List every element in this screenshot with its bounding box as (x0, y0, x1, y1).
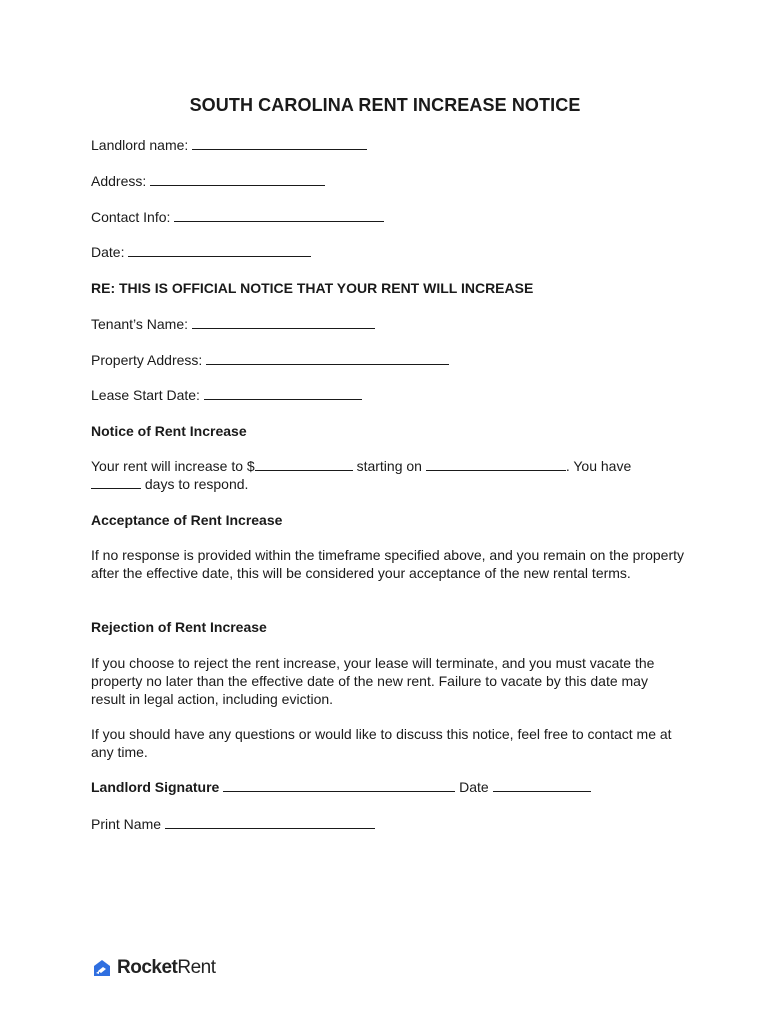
rocketrent-logo-icon (91, 957, 113, 979)
notice-text-part3: . You have (565, 458, 632, 474)
re-heading: RE: THIS IS OFFICIAL NOTICE THAT YOUR RENT WILL INCREASE (91, 280, 534, 296)
notice-heading: Notice of Rent Increase (91, 423, 247, 439)
signature-date-label: Date (459, 779, 489, 795)
property-address-label: Property Address: (91, 352, 203, 368)
lease-start-field[interactable] (204, 386, 362, 400)
lease-start-row (91, 386, 362, 404)
landlord-name-field[interactable] (192, 136, 367, 150)
contact-label: Contact Info: (91, 209, 171, 225)
contact-row (91, 208, 384, 226)
tenant-name-label: Tenant’s Name: (91, 316, 189, 332)
address-label: Address: (91, 173, 147, 189)
signature-row (91, 778, 591, 796)
document-title: SOUTH CAROLINA RENT INCREASE NOTICE (189, 95, 581, 115)
contact-field[interactable] (174, 208, 384, 222)
landlord-name-label: Landlord name: (91, 137, 189, 153)
notice-text-part1: Your rent will increase to $ (91, 458, 255, 474)
notice-text-line2 (91, 475, 248, 493)
date-row (91, 243, 311, 261)
property-address-field[interactable] (206, 351, 449, 365)
property-address-row (91, 351, 449, 369)
tenant-name-field[interactable] (192, 315, 375, 329)
print-name-label: Print Name (91, 816, 162, 832)
address-row (91, 172, 325, 190)
print-name-row (91, 815, 375, 833)
signature-date-field[interactable] (493, 778, 591, 792)
logo-word-rent: Rent (177, 957, 216, 978)
print-name-field[interactable] (165, 815, 375, 829)
questions-text: If you should have any questions or would like to discuss this notice, feel free to contact me at any time. (91, 726, 672, 760)
notice-text-part4: days to respond. (141, 476, 249, 492)
landlord-name-row (91, 136, 367, 154)
rejection-text: If you choose to reject the rent increase, your lease will terminate, and you must vacate the property no later than the effective date of the new rent. Failure to vacate by this date may result in legal action, including eviction. (91, 655, 655, 707)
date-label: Date: (91, 244, 125, 260)
rejection-heading: Rejection of Rent Increase (91, 619, 267, 635)
address-field[interactable] (150, 172, 325, 186)
logo-word-rocket: Rocket (117, 957, 178, 978)
notice-text-part2: starting on (352, 458, 426, 474)
notice-text-line1 (91, 457, 631, 475)
signature-field[interactable] (223, 778, 455, 792)
days-field[interactable] (91, 475, 141, 489)
acceptance-heading: Acceptance of Rent Increase (91, 512, 283, 528)
logo-wordmark (117, 957, 216, 979)
start-date-field[interactable] (426, 457, 566, 471)
signature-label: Landlord Signature (91, 779, 220, 795)
tenant-name-row (91, 315, 375, 333)
rent-amount-field[interactable] (255, 457, 353, 471)
acceptance-text: If no response is provided within the timeframe specified above, and you remain on the property after the effective date, this will be considered your acceptance of the new rental terms. (91, 547, 684, 581)
date-field[interactable] (128, 243, 311, 257)
rocketrent-logo (91, 956, 216, 980)
lease-start-label: Lease Start Date: (91, 387, 200, 403)
